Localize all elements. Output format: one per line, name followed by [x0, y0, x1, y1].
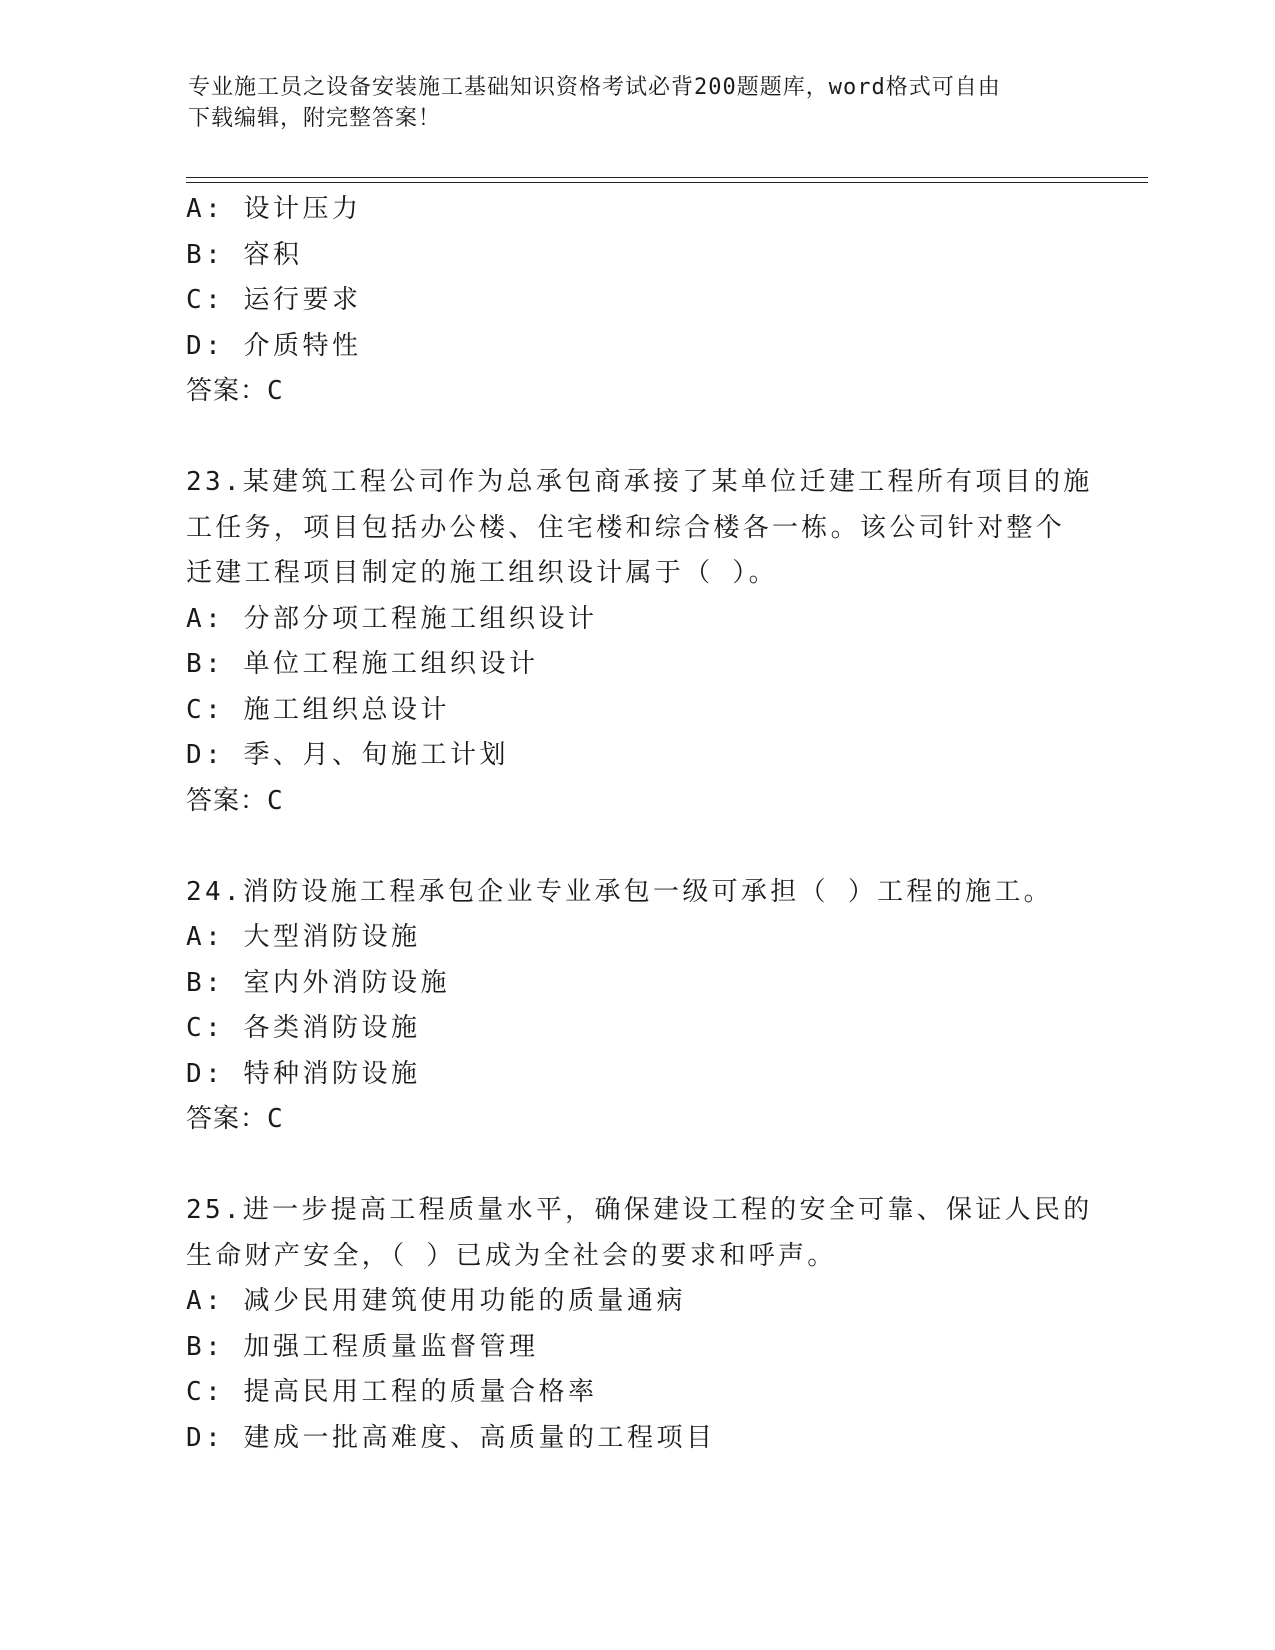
- answer: 答案：C: [186, 785, 284, 816]
- document-body: [186, 187, 1093, 1461]
- option-b: B: 室内外消防设施: [186, 967, 450, 998]
- option-a: A: 减少民用建筑使用功能的质量通病: [186, 1286, 686, 1316]
- header-line-1: 专业施工员之设备安装施工基础知识资格考试必背200题题库，word格式可自由: [188, 75, 1001, 100]
- option-d: D: 季、月、旬施工计划: [186, 740, 509, 770]
- question-stem-line: 生命财产安全，（ ）已成为全社会的要求和呼声。: [186, 1240, 837, 1271]
- option-b: B: 单位工程施工组织设计: [186, 649, 539, 679]
- option-c: C: 各类消防设施: [186, 1013, 421, 1043]
- option-d: D: 特种消防设施: [186, 1058, 421, 1089]
- question-stem-line: 24.消防设施工程承包企业专业承包一级可承担（ ）工程的施工。: [186, 876, 1053, 907]
- option-a: A: 大型消防设施: [186, 922, 421, 952]
- answer: 答案：C: [186, 1104, 284, 1134]
- header-rule-top: [186, 177, 1148, 178]
- option-c: C: 运行要求: [186, 285, 362, 315]
- question-22-continued: [186, 187, 1086, 415]
- spacer: [186, 415, 1086, 461]
- option-c: C: 施工组织总设计: [186, 694, 450, 725]
- question-25: [186, 1188, 1093, 1461]
- header-line-2: 下载编辑，附完整答案！: [188, 106, 442, 131]
- option-b: B: 加强工程质量监督管理: [186, 1331, 539, 1362]
- option-a: A: 分部分项工程施工组织设计: [186, 603, 598, 634]
- option-a: A: 设计压力: [186, 194, 362, 224]
- question-stem-line: 迁建工程项目制定的施工组织设计属于（ ）。: [186, 558, 778, 588]
- document-header: [188, 72, 1068, 134]
- question-stem-line: 25.进一步提高工程质量水平，确保建设工程的安全可靠、保证人民的: [186, 1195, 1093, 1225]
- question-stem-line: 23.某建筑工程公司作为总承包商承接了某单位迁建工程所有项目的施: [186, 467, 1093, 497]
- question-stem-line: 工任务，项目包括办公楼、住宅楼和综合楼各一栋。该公司针对整个: [186, 512, 1066, 543]
- answer: 答案：C: [186, 376, 284, 406]
- spacer: [186, 1143, 1086, 1189]
- question-24: [186, 870, 1086, 1143]
- option-b: B: 容积: [186, 239, 303, 270]
- question-23: [186, 460, 1093, 824]
- spacer: [186, 824, 1086, 870]
- header-rule-bottom: [186, 182, 1148, 183]
- option-d: D: 介质特性: [186, 330, 362, 361]
- option-d: D: 建成一批高难度、高质量的工程项目: [186, 1422, 716, 1453]
- option-c: C: 提高民用工程的质量合格率: [186, 1377, 598, 1407]
